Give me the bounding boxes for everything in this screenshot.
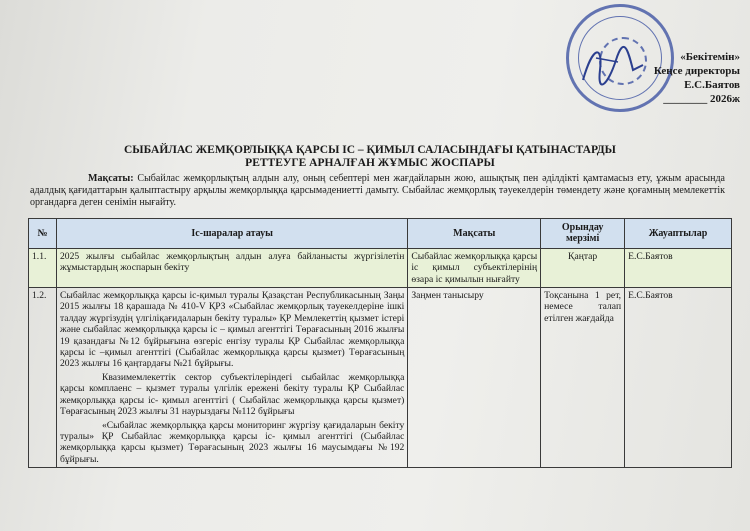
goal-paragraph [30,173,725,209]
row-event [56,288,407,468]
goal-text: Сыбайлас жемқорлықтың алдын алу, оның себептері мен жағдайларын жою, ашықтық пен әділдікті қамтамасыз ету, ұжым арасында адалдық қағидаттарын қалыптастыру арқылы жемқорлыққа қарсымәдениетті дамыту. Сыбайлас жемқорлық тәуекелдерін төмендету және қоғамның мемлекеттік органдарға деген сенімін нығайту. [30,173,725,208]
row-event-paragraph: Сыбайлас жемқорлыққа қарсы іс-қимыл туралы Қазақстан Республикасының Заңы 2015 жылғы 18 қарашада № 410-V ҚРЗ «Сыбайлас жемқорлық тәуекелдеріне ішкі талдау жүргізудің үлгіліқағидаларын бекіту туралы» ҚР Мемлекеттің қызмет істері және сыбайлас жемқорлыққа қарсы іс – қимыл агенттігі Төрағасының 2016 жылғы 19 қазандағы №12 бұйрығына өзгеріс енгізу туралы ҚР Сыбайлас жемқорлыққа қарсы іс –қимыл агенттігі (Сыбайлас жемқорлыққа қарсы қызмет) Төрағасының 2023 жылғы 16 қаңтардағы №21 бұйрығы. [59,290,405,370]
table-row [29,288,732,468]
approval-line-3: Е.С.Баятов [684,79,740,91]
row-event-paragraph: Квазимемлекеттік сектор субъектілеріндегі сыбайлас жемқорлыққа қарсы комплаенс – қызмет туралы үлгілік ережені бекіту туралы ҚР Сыбайлас жемқорлыққа қарсы іс- қимыл агенттігі ( Сыбайлас жемқорлыққа қарсы қызмет) Төрағасының 2023 жылғы 31 наурыздағы №112 бұйрығы [59,371,405,418]
row-event-paragraph: «Сыбайлас жемқорлыққа қарсы мониторинг жүргізу қағидаларын бекіту туралы» ҚР Сыбайлас жемқорлыққа қарсы іс- қимыл агенттігі (Сыбайлас жемқорлыққа қарсы қызмет) Төрағасының 2023 жылғы 16 маусымдағы №192 бұйрығы. [59,419,405,465]
plan-table [28,218,732,468]
header-responsible: Жауаптылар [625,219,732,249]
row-goal: Сыбайлас жемқорлыққа қарсы іс қимыл субъектілерінің өзара іс қимылын нығайту [408,248,541,287]
header-goal: Мақсаты [408,219,541,249]
row-term: Тоқсанына 1 рет, немесе талап етілген жағдайда [541,288,625,468]
document-title: СЫБАЙЛАС ЖЕМҚОРЛЫҚҚА ҚАРСЫ ІС – ҚИМЫЛ САЛАСЫНДАҒЫ ҚАТЫНАСТАРДЫ РЕТТЕУГЕ АРНАЛҒАН ЖҰМЫС ЖОСПАРЫ [124,144,616,169]
table-row [29,248,732,287]
row-event: 2025 жылғы сыбайлас жемқорлықтың алдын алуға байланысты жүргізілетін жұмыстардың жоспарын бекіту [56,248,407,287]
approval-block [600,50,740,106]
approval-line-1: «Бекітемін» [680,51,740,63]
row-term: Қаңтар [541,248,625,287]
row-goal: Заңмен танысыру [408,288,541,468]
approval-line-2: Кеңсе директоры [653,65,740,77]
row-responsible: Е.С.Баятов [625,288,732,468]
row-num: 1.1. [29,248,57,287]
row-responsible: Е.С.Баятов [625,248,732,287]
header-num: № [29,219,57,249]
row-num: 1.2. [29,288,57,468]
goal-label: Мақсаты: [88,173,134,184]
approval-line-4: ________ 2026ж [663,93,740,105]
header-term: Орындау мерзімі [541,219,625,249]
header-event: Іс-шаралар атауы [56,219,407,249]
table-header-row [29,219,732,249]
